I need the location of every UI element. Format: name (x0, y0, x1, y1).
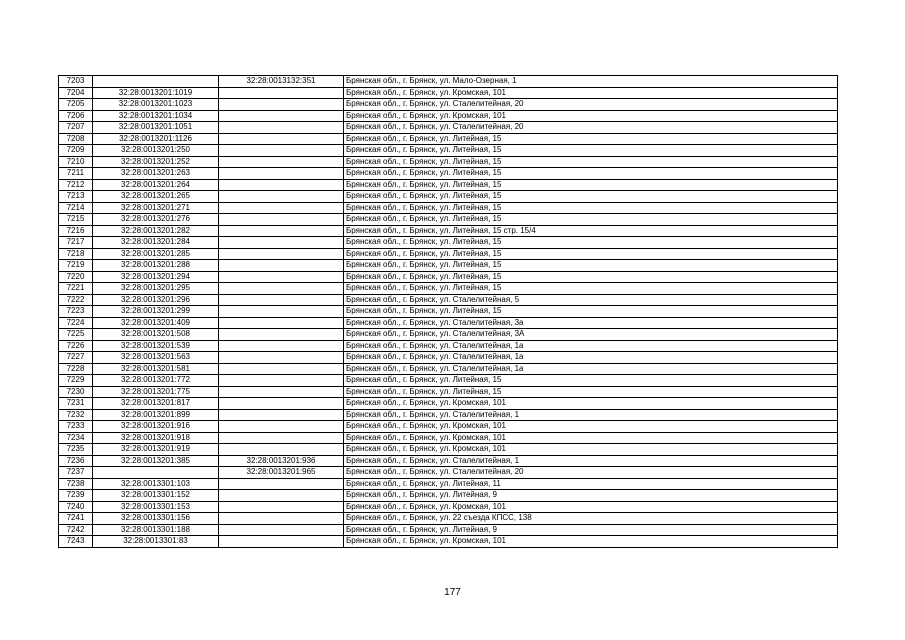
cadastral-number-cell (93, 76, 219, 88)
cadastral-number-cell: 32:28:0013201:916 (93, 421, 219, 433)
row-number-cell: 7233 (59, 421, 93, 433)
address-cell: Брянская обл., г. Брянск, ул. Литейная, 11 (344, 478, 838, 490)
table-row (59, 168, 838, 180)
building-cadastral-number-cell (219, 191, 344, 203)
building-cadastral-number-cell (219, 421, 344, 433)
cadastral-number-cell: 32:28:0013201:817 (93, 398, 219, 410)
building-cadastral-number-cell (219, 432, 344, 444)
table-row (59, 156, 838, 168)
row-number-cell: 7228 (59, 363, 93, 375)
table-row (59, 76, 838, 88)
registry-table (58, 75, 838, 548)
row-number-cell: 7211 (59, 168, 93, 180)
row-number-cell: 7209 (59, 145, 93, 157)
table-row (59, 513, 838, 525)
address-cell: Брянская обл., г. Брянск, ул. Литейная, 15 (344, 237, 838, 249)
table-row (59, 467, 838, 479)
building-cadastral-number-cell: 32:28:0013132:351 (219, 76, 344, 88)
building-cadastral-number-cell (219, 340, 344, 352)
address-cell: Брянская обл., г. Брянск, ул. 22 съезда КПСС, 138 (344, 513, 838, 525)
table-row (59, 421, 838, 433)
row-number-cell: 7227 (59, 352, 93, 364)
row-number-cell: 7213 (59, 191, 93, 203)
cadastral-number-cell: 32:28:0013201:282 (93, 225, 219, 237)
address-cell: Брянская обл., г. Брянск, ул. Сталелитейная, 1 (344, 409, 838, 421)
table-row (59, 363, 838, 375)
row-number-cell: 7231 (59, 398, 93, 410)
building-cadastral-number-cell (219, 409, 344, 421)
cadastral-number-cell: 32:28:0013201:295 (93, 283, 219, 295)
address-cell: Брянская обл., г. Брянск, ул. Литейная, 15 (344, 283, 838, 295)
building-cadastral-number-cell (219, 501, 344, 513)
address-cell: Брянская обл., г. Брянск, ул. Сталелитейная, 5 (344, 294, 838, 306)
address-cell: Брянская обл., г. Брянск, ул. Литейная, 15 (344, 248, 838, 260)
table-row (59, 260, 838, 272)
cadastral-number-cell: 32:28:0013201:1034 (93, 110, 219, 122)
building-cadastral-number-cell (219, 524, 344, 536)
address-cell: Брянская обл., г. Брянск, ул. Кромская, 101 (344, 110, 838, 122)
table-row (59, 432, 838, 444)
table-row (59, 352, 838, 364)
building-cadastral-number-cell (219, 271, 344, 283)
cadastral-number-cell: 32:28:0013201:264 (93, 179, 219, 191)
table-row (59, 398, 838, 410)
building-cadastral-number-cell (219, 478, 344, 490)
table-row (59, 386, 838, 398)
building-cadastral-number-cell (219, 168, 344, 180)
table-row (59, 536, 838, 548)
address-cell: Брянская обл., г. Брянск, ул. Сталелитейная, 1а (344, 363, 838, 375)
table-row (59, 237, 838, 249)
address-cell: Брянская обл., г. Брянск, ул. Литейная, 15 (344, 168, 838, 180)
building-cadastral-number-cell (219, 237, 344, 249)
cadastral-number-cell: 32:28:0013201:899 (93, 409, 219, 421)
table-row (59, 87, 838, 99)
table-row (59, 329, 838, 341)
cadastral-number-cell: 32:28:0013201:409 (93, 317, 219, 329)
table-row (59, 490, 838, 502)
row-number-cell: 7205 (59, 99, 93, 111)
row-number-cell: 7215 (59, 214, 93, 226)
building-cadastral-number-cell (219, 225, 344, 237)
cadastral-number-cell: 32:28:0013201:265 (93, 191, 219, 203)
row-number-cell: 7243 (59, 536, 93, 548)
table-row (59, 225, 838, 237)
row-number-cell: 7207 (59, 122, 93, 134)
building-cadastral-number-cell (219, 202, 344, 214)
building-cadastral-number-cell (219, 99, 344, 111)
row-number-cell: 7229 (59, 375, 93, 387)
table-row (59, 271, 838, 283)
address-cell: Брянская обл., г. Брянск, ул. Сталелитейная, 1а (344, 352, 838, 364)
row-number-cell: 7241 (59, 513, 93, 525)
cadastral-number-cell: 32:28:0013201:918 (93, 432, 219, 444)
cadastral-number-cell: 32:28:0013201:1019 (93, 87, 219, 99)
building-cadastral-number-cell (219, 214, 344, 226)
address-cell: Брянская обл., г. Брянск, ул. Кромская, 101 (344, 432, 838, 444)
registry-table-body (59, 76, 838, 548)
address-cell: Брянская обл., г. Брянск, ул. Литейная, 15 (344, 179, 838, 191)
cadastral-number-cell: 32:28:0013201:385 (93, 455, 219, 467)
building-cadastral-number-cell (219, 329, 344, 341)
building-cadastral-number-cell (219, 513, 344, 525)
cadastral-number-cell: 32:28:0013201:296 (93, 294, 219, 306)
table-row (59, 444, 838, 456)
address-cell: Брянская обл., г. Брянск, ул. Сталелитейная, 3а (344, 317, 838, 329)
address-cell: Брянская обл., г. Брянск, ул. Литейная, 9 (344, 490, 838, 502)
page-number: 177 (444, 587, 461, 598)
building-cadastral-number-cell (219, 110, 344, 122)
cadastral-number-cell: 32:28:0013201:919 (93, 444, 219, 456)
table-row (59, 478, 838, 490)
table-row (59, 179, 838, 191)
cadastral-number-cell: 32:28:0013201:775 (93, 386, 219, 398)
table-row (59, 99, 838, 111)
cadastral-number-cell: 32:28:0013201:263 (93, 168, 219, 180)
cadastral-number-cell: 32:28:0013301:152 (93, 490, 219, 502)
table-row (59, 202, 838, 214)
cadastral-number-cell: 32:28:0013201:299 (93, 306, 219, 318)
row-number-cell: 7208 (59, 133, 93, 145)
row-number-cell: 7239 (59, 490, 93, 502)
table-row (59, 524, 838, 536)
address-cell: Брянская обл., г. Брянск, ул. Мало-Озерная, 1 (344, 76, 838, 88)
cadastral-number-cell: 32:28:0013201:1023 (93, 99, 219, 111)
row-number-cell: 7240 (59, 501, 93, 513)
address-cell: Брянская обл., г. Брянск, ул. Литейная, 15 (344, 202, 838, 214)
address-cell: Брянская обл., г. Брянск, ул. Сталелитейная, 20 (344, 467, 838, 479)
row-number-cell: 7226 (59, 340, 93, 352)
address-cell: Брянская обл., г. Брянск, ул. Литейная, 15 (344, 156, 838, 168)
building-cadastral-number-cell (219, 386, 344, 398)
cadastral-number-cell: 32:28:0013201:294 (93, 271, 219, 283)
cadastral-number-cell: 32:28:0013201:276 (93, 214, 219, 226)
row-number-cell: 7210 (59, 156, 93, 168)
table-row (59, 133, 838, 145)
address-cell: Брянская обл., г. Брянск, ул. Литейная, 15 (344, 306, 838, 318)
building-cadastral-number-cell: 32:28:0013201:965 (219, 467, 344, 479)
cadastral-number-cell: 32:28:0013201:563 (93, 352, 219, 364)
address-cell: Брянская обл., г. Брянск, ул. Литейная, 15 (344, 145, 838, 157)
table-row (59, 248, 838, 260)
address-cell: Брянская обл., г. Брянск, ул. Литейная, 9 (344, 524, 838, 536)
address-cell: Брянская обл., г. Брянск, ул. Сталелитейная, 20 (344, 122, 838, 134)
building-cadastral-number-cell (219, 260, 344, 272)
building-cadastral-number-cell (219, 306, 344, 318)
row-number-cell: 7235 (59, 444, 93, 456)
table-row (59, 409, 838, 421)
cadastral-number-cell: 32:28:0013201:508 (93, 329, 219, 341)
building-cadastral-number-cell (219, 283, 344, 295)
row-number-cell: 7234 (59, 432, 93, 444)
address-cell: Брянская обл., г. Брянск, ул. Литейная, 15 (344, 260, 838, 272)
row-number-cell: 7230 (59, 386, 93, 398)
cadastral-number-cell: 32:28:0013301:83 (93, 536, 219, 548)
building-cadastral-number-cell (219, 179, 344, 191)
table-row (59, 110, 838, 122)
table-row (59, 317, 838, 329)
row-number-cell: 7220 (59, 271, 93, 283)
row-number-cell: 7217 (59, 237, 93, 249)
table-row (59, 122, 838, 134)
building-cadastral-number-cell (219, 156, 344, 168)
cadastral-number-cell: 32:28:0013201:285 (93, 248, 219, 260)
cadastral-number-cell (93, 467, 219, 479)
row-number-cell: 7224 (59, 317, 93, 329)
cadastral-number-cell: 32:28:0013201:252 (93, 156, 219, 168)
address-cell: Брянская обл., г. Брянск, ул. Кромская, 101 (344, 421, 838, 433)
building-cadastral-number-cell (219, 248, 344, 260)
cadastral-number-cell: 32:28:0013201:284 (93, 237, 219, 249)
building-cadastral-number-cell (219, 490, 344, 502)
table-row (59, 191, 838, 203)
row-number-cell: 7222 (59, 294, 93, 306)
address-cell: Брянская обл., г. Брянск, ул. Сталелитейная, 20 (344, 99, 838, 111)
address-cell: Брянская обл., г. Брянск, ул. Литейная, 15 (344, 375, 838, 387)
building-cadastral-number-cell (219, 444, 344, 456)
table-row (59, 455, 838, 467)
building-cadastral-number-cell (219, 122, 344, 134)
building-cadastral-number-cell (219, 133, 344, 145)
cadastral-number-cell: 32:28:0013201:772 (93, 375, 219, 387)
row-number-cell: 7216 (59, 225, 93, 237)
building-cadastral-number-cell (219, 375, 344, 387)
table-row (59, 340, 838, 352)
building-cadastral-number-cell (219, 87, 344, 99)
cadastral-number-cell: 32:28:0013301:153 (93, 501, 219, 513)
address-cell: Брянская обл., г. Брянск, ул. Литейная, 15 (344, 133, 838, 145)
row-number-cell: 7212 (59, 179, 93, 191)
row-number-cell: 7242 (59, 524, 93, 536)
address-cell: Брянская обл., г. Брянск, ул. Кромская, 101 (344, 398, 838, 410)
building-cadastral-number-cell: 32:28:0013201:936 (219, 455, 344, 467)
address-cell: Брянская обл., г. Брянск, ул. Литейная, 15 стр. 15/4 (344, 225, 838, 237)
address-cell: Брянская обл., г. Брянск, ул. Кромская, 101 (344, 87, 838, 99)
row-number-cell: 7232 (59, 409, 93, 421)
building-cadastral-number-cell (219, 352, 344, 364)
cadastral-number-cell: 32:28:0013301:156 (93, 513, 219, 525)
address-cell: Брянская обл., г. Брянск, ул. Литейная, 15 (344, 214, 838, 226)
row-number-cell: 7221 (59, 283, 93, 295)
table-row (59, 294, 838, 306)
row-number-cell: 7237 (59, 467, 93, 479)
address-cell: Брянская обл., г. Брянск, ул. Кромская, 101 (344, 536, 838, 548)
cadastral-number-cell: 32:28:0013201:288 (93, 260, 219, 272)
cadastral-number-cell: 32:28:0013201:271 (93, 202, 219, 214)
building-cadastral-number-cell (219, 317, 344, 329)
cadastral-number-cell: 32:28:0013201:1051 (93, 122, 219, 134)
row-number-cell: 7203 (59, 76, 93, 88)
address-cell: Брянская обл., г. Брянск, ул. Литейная, 15 (344, 386, 838, 398)
row-number-cell: 7236 (59, 455, 93, 467)
cadastral-number-cell: 32:28:0013201:539 (93, 340, 219, 352)
row-number-cell: 7223 (59, 306, 93, 318)
building-cadastral-number-cell (219, 294, 344, 306)
address-cell: Брянская обл., г. Брянск, ул. Кромская, 101 (344, 501, 838, 513)
address-cell: Брянская обл., г. Брянск, ул. Сталелитейная, 1 (344, 455, 838, 467)
row-number-cell: 7206 (59, 110, 93, 122)
address-cell: Брянская обл., г. Брянск, ул. Сталелитейная, 3А (344, 329, 838, 341)
row-number-cell: 7218 (59, 248, 93, 260)
table-row (59, 214, 838, 226)
table-row (59, 375, 838, 387)
address-cell: Брянская обл., г. Брянск, ул. Сталелитейная, 1а (344, 340, 838, 352)
address-cell: Брянская обл., г. Брянск, ул. Литейная, 15 (344, 191, 838, 203)
table-row (59, 501, 838, 513)
cadastral-number-cell: 32:28:0013201:250 (93, 145, 219, 157)
table-row (59, 306, 838, 318)
row-number-cell: 7238 (59, 478, 93, 490)
cadastral-number-cell: 32:28:0013301:188 (93, 524, 219, 536)
row-number-cell: 7219 (59, 260, 93, 272)
cadastral-number-cell: 32:28:0013201:581 (93, 363, 219, 375)
building-cadastral-number-cell (219, 398, 344, 410)
row-number-cell: 7225 (59, 329, 93, 341)
table-row (59, 283, 838, 295)
address-cell: Брянская обл., г. Брянск, ул. Кромская, 101 (344, 444, 838, 456)
row-number-cell: 7214 (59, 202, 93, 214)
building-cadastral-number-cell (219, 536, 344, 548)
row-number-cell: 7204 (59, 87, 93, 99)
building-cadastral-number-cell (219, 145, 344, 157)
table-row (59, 145, 838, 157)
building-cadastral-number-cell (219, 363, 344, 375)
cadastral-number-cell: 32:28:0013201:1126 (93, 133, 219, 145)
address-cell: Брянская обл., г. Брянск, ул. Литейная, 15 (344, 271, 838, 283)
cadastral-number-cell: 32:28:0013301:103 (93, 478, 219, 490)
